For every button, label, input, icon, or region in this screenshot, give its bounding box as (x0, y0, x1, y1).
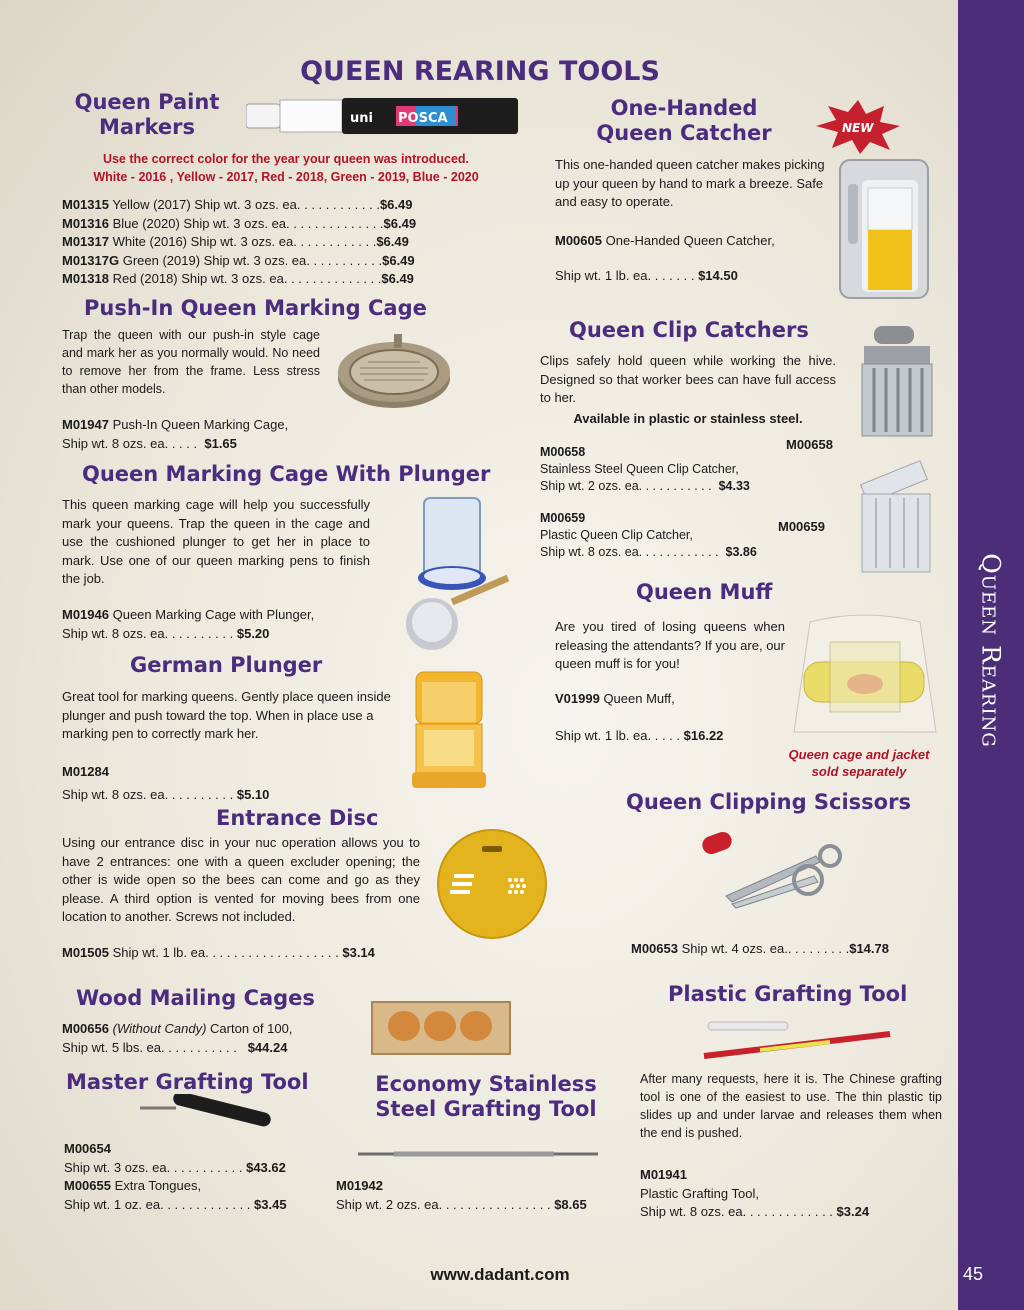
clip-catchers-heading: Queen Clip Catchers (569, 318, 809, 342)
plastic-tool-image (700, 1012, 900, 1066)
german-plunger-description: Great tool for marking queens. Gently place queen inside plunger and push toward the top. When in place use a marking pen to correctly mark her. (62, 689, 391, 741)
queen-muff-image (790, 612, 940, 742)
push-in-cage-order: M01947 Push-In Queen Marking Cage, Ship wt. 8 ozs. ea. . . . . $1.65 (62, 417, 289, 451)
queen-muff-caption: Queen cage and jacket sold separately (788, 747, 930, 779)
economy-tool-order: M01942 Ship wt. 2 ozs. ea. . . . . . . . . . . . . . . . $8.65 (336, 1178, 587, 1212)
german-plunger-heading: German Plunger (130, 653, 323, 677)
german-plunger-order: M01284 Ship wt. 8 ozs. ea. . . . . . . . . . $5.10 (62, 764, 270, 802)
list-item: M01318 Red (2018) Ship wt. 3 ozs. ea. . . . . . . . . . . . . .$6.49 (62, 271, 414, 286)
plunger-cage-description: This queen marking cage will help you successfully mark your queens. Trap the queen in the cage and use the cushioned plunger to get her in place to mark. Use one of our queen marking pens to finish the job. (62, 497, 370, 586)
plunger-cage-image (396, 492, 516, 652)
plastic-tool-heading: Plastic Grafting Tool (668, 982, 908, 1006)
new-badge (814, 98, 902, 156)
plastic-tool-description: After many requests, here it is. The Chinese grafting tool is one of the easiest to use. The thin plastic tip slides up and under larvae and releases them when the end is pushed. (640, 1072, 942, 1140)
scissors-order: M00653 Ship wt. 4 ozs. ea.. . . . . . . . .$14.78 (631, 941, 889, 956)
entrance-disc-heading: Entrance Disc (216, 806, 379, 830)
paint-marker-image (246, 96, 518, 136)
footer-url[interactable]: www.dadant.com (430, 1265, 570, 1284)
queen-muff-description: Are you tired of losing queens when releasing the attendants? If you are, our queen muff is for you! (555, 619, 785, 671)
list-item: M01316 Blue (2020) Ship wt. 3 ozs. ea. . . . . . . . . . . . . .$6.49 (62, 215, 417, 231)
marker-brand: uni (350, 111, 373, 126)
one-handed-heading: One-Handed Queen Catcher (596, 96, 772, 145)
one-handed-description: This one-handed queen catcher makes picking up your queen by hand to mark a breeze. Safe and easy to operate. (555, 157, 825, 209)
master-tool-image (136, 1094, 276, 1146)
plunger-cage-heading: Queen Marking Cage With Plunger (82, 462, 491, 486)
clip-catcher-steel-order: M00658 Stainless Steel Queen Clip Catcher, Ship wt. 2 ozs. ea. . . . . . . . . . . $4.33 (540, 445, 750, 493)
section-label: Queen Rearing (976, 552, 1006, 748)
marker-brand-2: POSCA (398, 111, 448, 126)
german-plunger-image (412, 668, 488, 790)
clip-catchers-availability: Available in plastic or stainless steel. (573, 411, 803, 426)
push-in-cage-image (334, 332, 458, 414)
clip-label-steel: M00658 (786, 437, 833, 452)
list-item: M01315 Yellow (2017) Ship wt. 3 ozs. ea. . . . . . . . . . . .$6.49 (62, 197, 413, 212)
new-badge-text: NEW (842, 121, 874, 135)
entrance-disc-order: M01505 Ship wt. 1 lb. ea. . . . . . . . . . . . . . . . . . . $3.14 (62, 945, 375, 960)
page-title: QUEEN REARING TOOLS (300, 56, 660, 87)
economy-tool-image (354, 1146, 604, 1162)
entrance-disc-description: Using our entrance disc in your nuc operation allows you to have 2 entrances: one with a queen excluder opening; the other is wide open so the bees can come and go as they please. A third option is vented for moving bees from one location to another. Screws not included. (62, 835, 420, 924)
push-in-cage-description: Trap the queen with our push-in style cage and mark her as you normally would. No need to remove her from the frame. Less stress than other models. (62, 328, 320, 396)
one-handed-order: M00605 One-Handed Queen Catcher, Ship wt. 1 lb. ea. . . . . . . $14.50 (555, 233, 775, 283)
plastic-tool-order: M01941 Plastic Grafting Tool, Ship wt. 8 ozs. ea. . . . . . . . . . . . . $3.24 (640, 1167, 870, 1219)
plunger-cage-order: M01946 Queen Marking Cage with Plunger, Ship wt. 8 ozs. ea. . . . . . . . . . $5.20 (62, 607, 315, 641)
page-number: 45 (962, 1264, 984, 1284)
scissors-image (696, 826, 846, 910)
economy-tool-heading: Economy Stainless Steel Grafting Tool (375, 1072, 597, 1121)
clip-label-plastic: M00659 (778, 519, 825, 534)
color-year-notice: Use the correct color for the year your queen was introduced. White - 2016 , Yellow - 2017, Red - 2018, Green - 2019, Blue - 2020 (93, 152, 479, 184)
clip-catchers-description: Clips safely hold queen while working the hive. Designed so that worker bees can have full access to her. (540, 353, 836, 405)
queen-muff-order: V01999 Queen Muff, Ship wt. 1 lb. ea. . . . . $16.22 (555, 691, 724, 743)
clip-catcher-plastic-order: M00659 Plastic Queen Clip Catcher, Ship wt. 8 ozs. ea. . . . . . . . . . . . $3.86 (540, 511, 757, 559)
scissors-heading: Queen Clipping Scissors (626, 790, 911, 814)
wood-cages-order: M00656 (Without Candy) Carton of 100, Ship wt. 5 lbs. ea. . . . . . . . . . . $44.24 (62, 1021, 293, 1055)
entrance-disc-image (432, 828, 552, 940)
master-tool-heading: Master Grafting Tool (66, 1070, 309, 1094)
wood-cages-image (370, 996, 514, 1058)
list-item: M01317 White (2016) Ship wt. 3 ozs. ea. . . . . . . . . . . .$6.49 (62, 234, 409, 249)
push-in-cage-heading: Push-In Queen Marking Cage (84, 296, 427, 320)
clip-catcher-steel-image (856, 320, 936, 438)
queen-muff-heading: Queen Muff (636, 580, 773, 604)
paint-markers-heading: Queen Paint Markers (74, 90, 220, 139)
list-item: M01317G Green (2019) Ship wt. 3 ozs. ea. . . . . . . . . . .$6.49 (62, 252, 415, 268)
marker-list (62, 196, 482, 289)
master-tool-order: M00654 Ship wt. 3 ozs. ea. . . . . . . . . . . $43.62 M00655 Extra Tongues, Ship wt. 1 oz. ea. . . . . . . . . . . . . $3.45 (64, 1141, 287, 1212)
one-handed-image (834, 156, 934, 302)
clip-catcher-plastic-image (856, 452, 946, 576)
wood-cages-heading: Wood Mailing Cages (76, 986, 315, 1010)
